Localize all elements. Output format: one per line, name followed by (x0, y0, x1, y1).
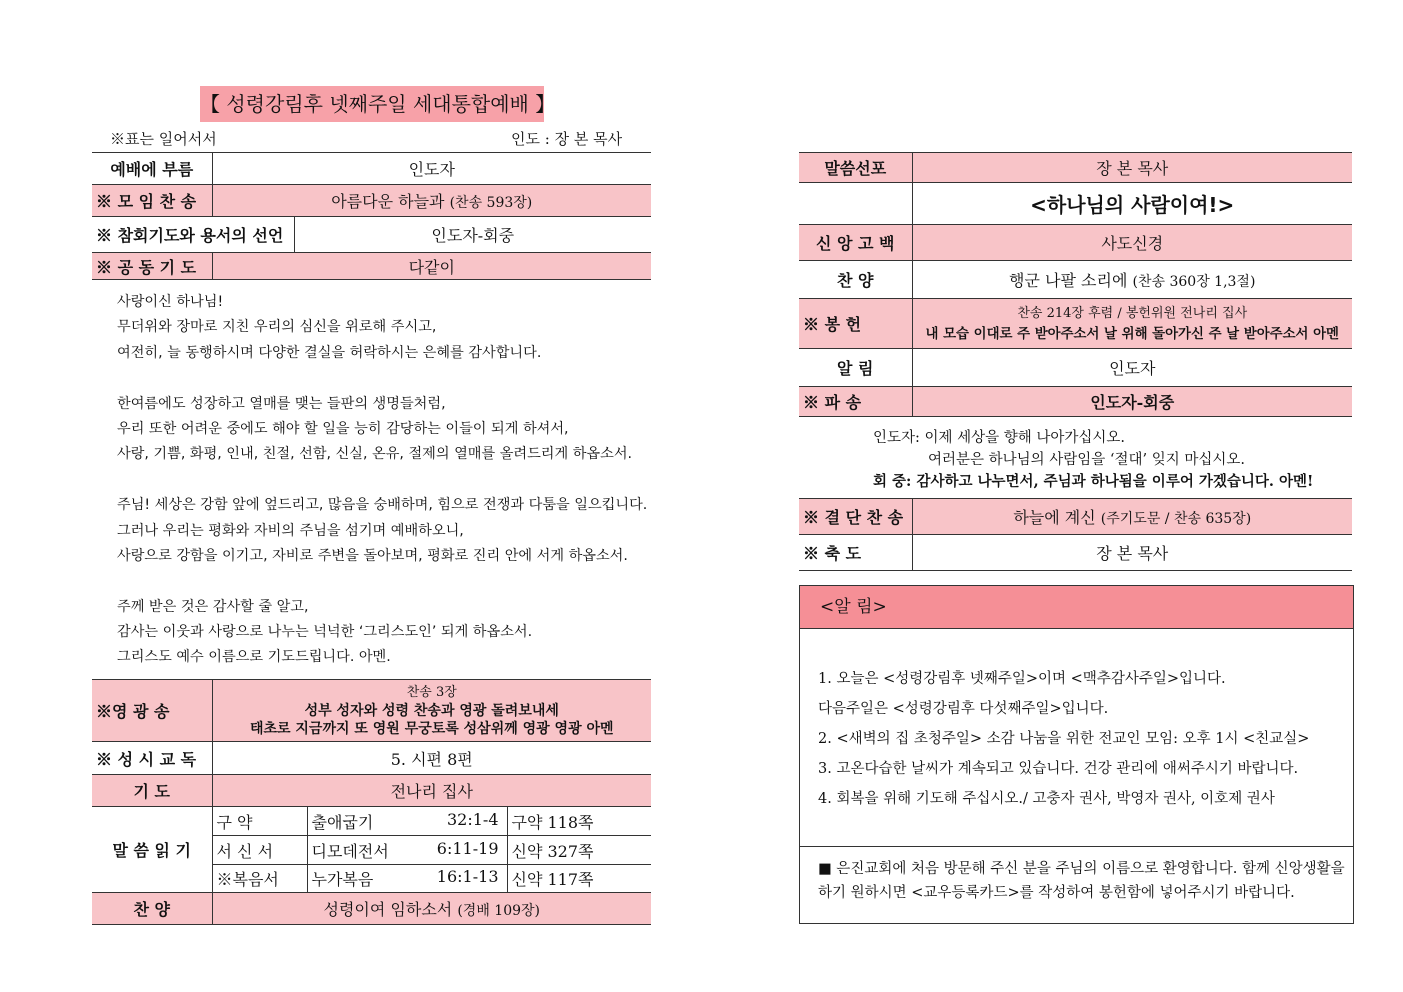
prayer-line: 그리스도 예수 이름으로 기도드립니다. 아멘. (117, 649, 391, 666)
order-value (912, 261, 1352, 299)
order-label: ※ 성 시 교 독 (92, 742, 212, 775)
reading-book (307, 865, 507, 893)
prayer-line: 여전히, 늘 동행하시며 다양한 결실을 허락하시는 은혜를 감사합니다. (117, 344, 542, 361)
praise-number: (찬송 360장 1,3절) (1132, 274, 1256, 290)
order-row-hymn (92, 185, 651, 217)
order-table-right (799, 152, 1352, 417)
order-label: 알 림 (799, 349, 912, 387)
sending-line1: 인도자: 이제 세상을 향해 나아가십시오. (873, 430, 1126, 446)
offering-line: 내 모습 이대로 주 받아주소서 날 위해 돌아가신 주 날 받아주소서 아멘 (925, 325, 1339, 342)
order-label: ※ 결 단 찬 송 (799, 499, 912, 535)
order-row-gloria (92, 680, 651, 742)
order-value: 5. 시편 8편 (212, 742, 651, 775)
order-value: 전나리 집사 (212, 775, 651, 807)
order-value: 인도자 (912, 349, 1352, 387)
praise-title: 행군 나팔 소리에 (1009, 271, 1128, 290)
prayer-line: 사랑으로 강함을 이기고, 자비로 주변을 돌아보며, 평화로 진리 안에 서게 하옵소서. (117, 547, 628, 564)
welcome-line: ■ 은진교회에 처음 방문해 주신 분을 주님의 이름으로 환영합니다. 함께 신앙생활을 (818, 861, 1345, 877)
sending-line3: 회 중: 감사하고 나누면서, 주님과 하나됨을 이루어 가겠습니다. 아멘! (873, 473, 1314, 490)
prayer-line: 사랑이신 하나님! (117, 294, 224, 310)
notice-item: 3. 고온다습한 날씨가 계속되고 있습니다. 건강 관리에 애써주시기 바랍니다. (818, 761, 1299, 777)
order-label: ※ 참회기도와 용서의 선언 (92, 217, 294, 253)
sending-line2: 여러분은 하나님의 사람임을 ‘절대’ 잊지 마십시오. (928, 452, 1246, 468)
order-value (212, 185, 651, 217)
notice-item: 1. 오늘은 <성령강림후 넷째주일>이며 <맥추감사주일>입니다. (818, 671, 1226, 687)
order-label: ※영 광 송 (92, 680, 212, 742)
prayer-line: 무더위와 장마로 지친 우리의 심신을 위로해 주시고, (117, 319, 437, 336)
order-label: 기 도 (92, 775, 212, 807)
order-value (912, 299, 1352, 349)
reading-row (92, 807, 651, 836)
prayer-line (117, 468, 657, 493)
welcome-message (800, 846, 1353, 905)
prayer-line: 주께 받은 것은 감사할 줄 알고, (117, 598, 309, 615)
order-table-bottom (92, 679, 651, 925)
order-label: ※ 공 동 기 도 (92, 253, 212, 280)
hymn-title: 아름다운 하늘과 (331, 192, 445, 211)
reading-type: 서 신 서 (212, 836, 307, 865)
order-row-call (92, 153, 651, 185)
order-table-closing (799, 498, 1352, 571)
reading-page: 신약 327쪽 (507, 836, 651, 865)
sermon-title: <하나님의 사람이여!> (912, 183, 1352, 225)
reading-book-name: 디모데전서 (311, 841, 389, 861)
reading-type: 구 약 (212, 807, 307, 836)
order-label: ※ 축 도 (799, 535, 912, 571)
reading-book-name: 누가복음 (311, 870, 374, 889)
order-label-empty (799, 183, 912, 225)
prayer-line: 주님! 세상은 강함 앞에 엎드리고, 많음을 숭배하며, 힘으로 전쟁과 다툼을 일으킵니다. (117, 497, 648, 514)
order-row-announce (799, 349, 1352, 387)
reading-book-name: 출애굽기 (311, 812, 374, 832)
prayer-line: 한여름에도 성장하고 열매를 맺는 들판의 생명들처럼, (117, 395, 446, 412)
reading-page: 구약 118쪽 (507, 807, 651, 836)
order-row-pray (92, 775, 651, 807)
prayer-line: 사랑, 기쁨, 화평, 인내, 친절, 선함, 신실, 온유, 절제의 열매를 올려드리게 하옵소서. (117, 446, 633, 463)
order-table-top (92, 152, 651, 280)
order-row-prayer (92, 253, 651, 280)
offering-hymn: 찬송 214장 후렴 / 봉헌위원 전나리 집사 (1017, 305, 1248, 321)
notice-item: 2. <새벽의 집 초청주일> 소감 나눔을 위한 전교인 모임: 오후 1시 <친교실> (818, 731, 1310, 747)
reading-book (307, 836, 507, 865)
order-label: 신 앙 고 백 (799, 225, 912, 261)
reading-page: 신약 117쪽 (507, 865, 651, 893)
reading-verse: 16:1-13 (436, 867, 499, 886)
order-label: 말 씀 읽 기 (92, 807, 212, 893)
gloria-line1: 성부 성자와 성령 찬송과 영광 돌려보내세 (304, 702, 559, 719)
gloria-line2: 태초로 지금까지 또 영원 무궁토록 성삼위께 영광 영광 아멘 (249, 720, 614, 737)
order-row-closing-hymn (799, 499, 1352, 535)
order-value: 사도신경 (912, 225, 1352, 261)
order-label: 찬 양 (799, 261, 912, 299)
notices-list (818, 664, 1309, 814)
order-value: 다같이 (212, 253, 651, 280)
order-label: ※ 파 송 (799, 387, 912, 417)
order-row-offering (799, 299, 1352, 349)
prayer-line: 그러나 우리는 평화와 자비의 주님을 섬기며 예배하오니, (117, 522, 464, 539)
notice-item: 다음주일은 <성령강림후 다섯째주일>입니다. (818, 701, 1109, 717)
order-row-sermon (799, 153, 1352, 183)
notice-item: 4. 회복을 위해 기도해 주십시오./ 고충자 권사, 박영자 권사, 이호제 권사 (818, 791, 1275, 807)
service-title-banner: 【 성령강림후 넷째주일 세대통합예배 】 (200, 86, 544, 122)
order-value: 장 본 목사 (912, 535, 1352, 571)
order-row-sending (799, 387, 1352, 417)
leader-note: 인도 : 장 본 목사 (511, 130, 623, 148)
order-label: 예배에 부름 (92, 153, 212, 185)
order-value: 인도자-회중 (294, 217, 651, 253)
welcome-line: 하기 원하시면 <교우등록카드>를 작성하여 봉헌함에 넣어주시기 바랍니다. (818, 885, 1295, 901)
standing-note: ※표는 일어서서 (110, 130, 217, 148)
prayer-line (117, 569, 657, 594)
prayer-line: 우리 또한 어려운 중에도 해야 할 일을 능히 감당하는 이들이 되게 하셔서, (117, 420, 569, 437)
order-row-confession (92, 217, 651, 253)
order-row-praise (799, 261, 1352, 299)
order-row-creed (799, 225, 1352, 261)
gloria-hymn: 찬송 3장 (406, 684, 457, 700)
notices-box (799, 585, 1354, 924)
order-label: 말씀선포 (799, 153, 912, 183)
reading-verse: 32:1-4 (446, 809, 499, 829)
order-row-praise (92, 893, 651, 925)
order-value: 인도자-회중 (912, 387, 1352, 417)
order-label: ※ 모 임 찬 송 (92, 185, 212, 217)
order-label: 찬 양 (92, 893, 212, 925)
closing-number: (주기도문 / 찬송 635장) (1100, 511, 1252, 527)
reading-book (307, 807, 507, 836)
praise-title: 성령이여 임하소서 (323, 900, 453, 919)
prayer-line (117, 366, 657, 391)
closing-title: 하늘에 계신 (1013, 508, 1096, 527)
order-row-psalm (92, 742, 651, 775)
common-prayer-text (117, 290, 657, 671)
praise-number: (경배 109장) (457, 903, 540, 919)
hymn-number: (찬송 593장) (449, 195, 533, 211)
notices-title: <알 림> (800, 586, 1353, 629)
reading-verse: 6:11-19 (436, 838, 499, 858)
order-value (212, 893, 651, 925)
prayer-line: 감사는 이웃과 사랑으로 나누는 넉넉한 ‘그리스도인’ 되게 하옵소서. (117, 624, 533, 641)
order-row-sermon-title (799, 183, 1352, 225)
order-row-blessing (799, 535, 1352, 571)
order-value: 인도자 (212, 153, 651, 185)
order-value: 장 본 목사 (912, 153, 1352, 183)
reading-type: ※복음서 (212, 865, 307, 893)
order-label: ※ 봉 헌 (799, 299, 912, 349)
order-value (212, 680, 651, 742)
order-value (912, 499, 1352, 535)
